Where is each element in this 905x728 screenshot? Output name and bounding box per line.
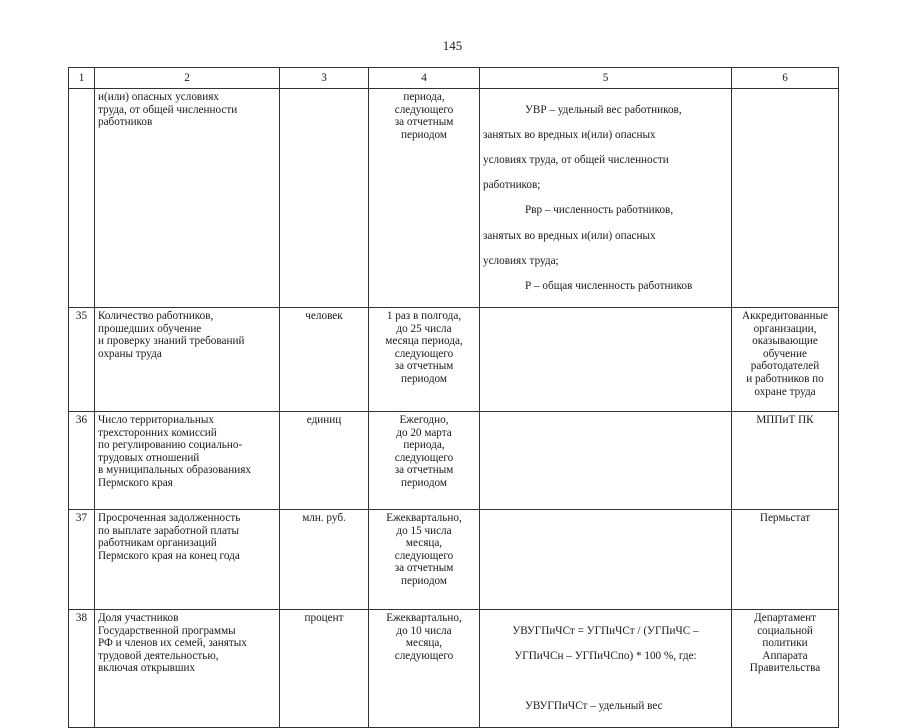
formula-line: условиях труда, от общей численности <box>483 153 669 166</box>
reporting-period: Ежеквартально, до 10 числа месяца, следующего <box>369 610 480 728</box>
formula <box>480 510 732 610</box>
data-source: Аккредитованные организации, оказывающие обучение работодателей и работников по охране труда <box>732 308 839 412</box>
unit: единиц <box>280 412 369 510</box>
row-number: 38 <box>69 610 95 728</box>
formula-line: УВР – удельный вес работников, <box>525 103 682 116</box>
row-number <box>69 89 95 308</box>
indicator-name: и(или) опасных условиях труда, от общей численности работников <box>95 89 280 308</box>
table-row <box>69 610 839 728</box>
formula <box>480 308 732 412</box>
indicator-name: Число территориальных трехсторонних комиссий по регулированию социально- трудовых отношений в муниципальных образованиях Пермского края <box>95 412 280 510</box>
reporting-period: периода, следующего за отчетным периодом <box>369 89 480 308</box>
reporting-period: Ежегодно, до 20 марта периода, следующего за отчетным периодом <box>369 412 480 510</box>
header-cell: 5 <box>480 68 732 89</box>
table-header-row <box>69 68 839 89</box>
formula <box>480 610 732 728</box>
formula-line: условиях труда; <box>483 254 559 267</box>
unit: процент <box>280 610 369 728</box>
row-number: 37 <box>69 510 95 610</box>
data-source <box>732 89 839 308</box>
formula-line: занятых во вредных и(или) опасных <box>483 229 656 242</box>
formula-line: работников; <box>483 179 541 192</box>
header-cell: 6 <box>732 68 839 89</box>
table-row <box>69 412 839 510</box>
unit <box>280 89 369 308</box>
header-cell: 1 <box>69 68 95 89</box>
header-cell: 3 <box>280 68 369 89</box>
header-cell: 2 <box>95 68 280 89</box>
formula-line: УВУГПиЧСт – удельный вес <box>525 700 663 713</box>
indicator-name: Количество работников, прошедших обучение и проверку знаний требований охраны труда <box>95 308 280 412</box>
page-number: 145 <box>442 38 463 53</box>
formula-line: Р – общая численность работников <box>525 279 693 292</box>
table-row <box>69 89 839 308</box>
formula <box>480 412 732 510</box>
reporting-period: Ежеквартально, до 15 числа месяца, следующего за отчетным периодом <box>369 510 480 610</box>
formula-line: занятых во вредных и(или) опасных <box>483 128 656 141</box>
formula-line: УВУГПиЧСт = УГПиЧСт / (УГПиЧС – <box>512 624 699 637</box>
formula-line: Рвр – численность работников, <box>525 204 674 217</box>
row-number: 36 <box>69 412 95 510</box>
table-row <box>69 308 839 412</box>
row-number: 35 <box>69 308 95 412</box>
formula-line: УГПиЧСн – УГПиЧСпо) * 100 %, где: <box>514 649 697 662</box>
header-cell: 4 <box>369 68 480 89</box>
indicators-table <box>68 67 839 728</box>
indicator-name: Доля участников Государственной программы РФ и членов их семей, занятых трудовой деятельностью, включая открывших <box>95 610 280 728</box>
unit: млн. руб. <box>280 510 369 610</box>
unit: человек <box>280 308 369 412</box>
indicator-name: Просроченная задолженность по выплате заработной платы работникам организаций Пермского края на конец года <box>95 510 280 610</box>
formula <box>480 89 732 308</box>
data-source: Пермьстат <box>732 510 839 610</box>
formula-line <box>483 675 728 688</box>
reporting-period: 1 раз в полгода, до 25 числа месяца периода, следующего за отчетным периодом <box>369 308 480 412</box>
data-source: Департамент социальной политики Аппарата Правительства <box>732 610 839 728</box>
data-source: МППиТ ПК <box>732 412 839 510</box>
table-row <box>69 510 839 610</box>
